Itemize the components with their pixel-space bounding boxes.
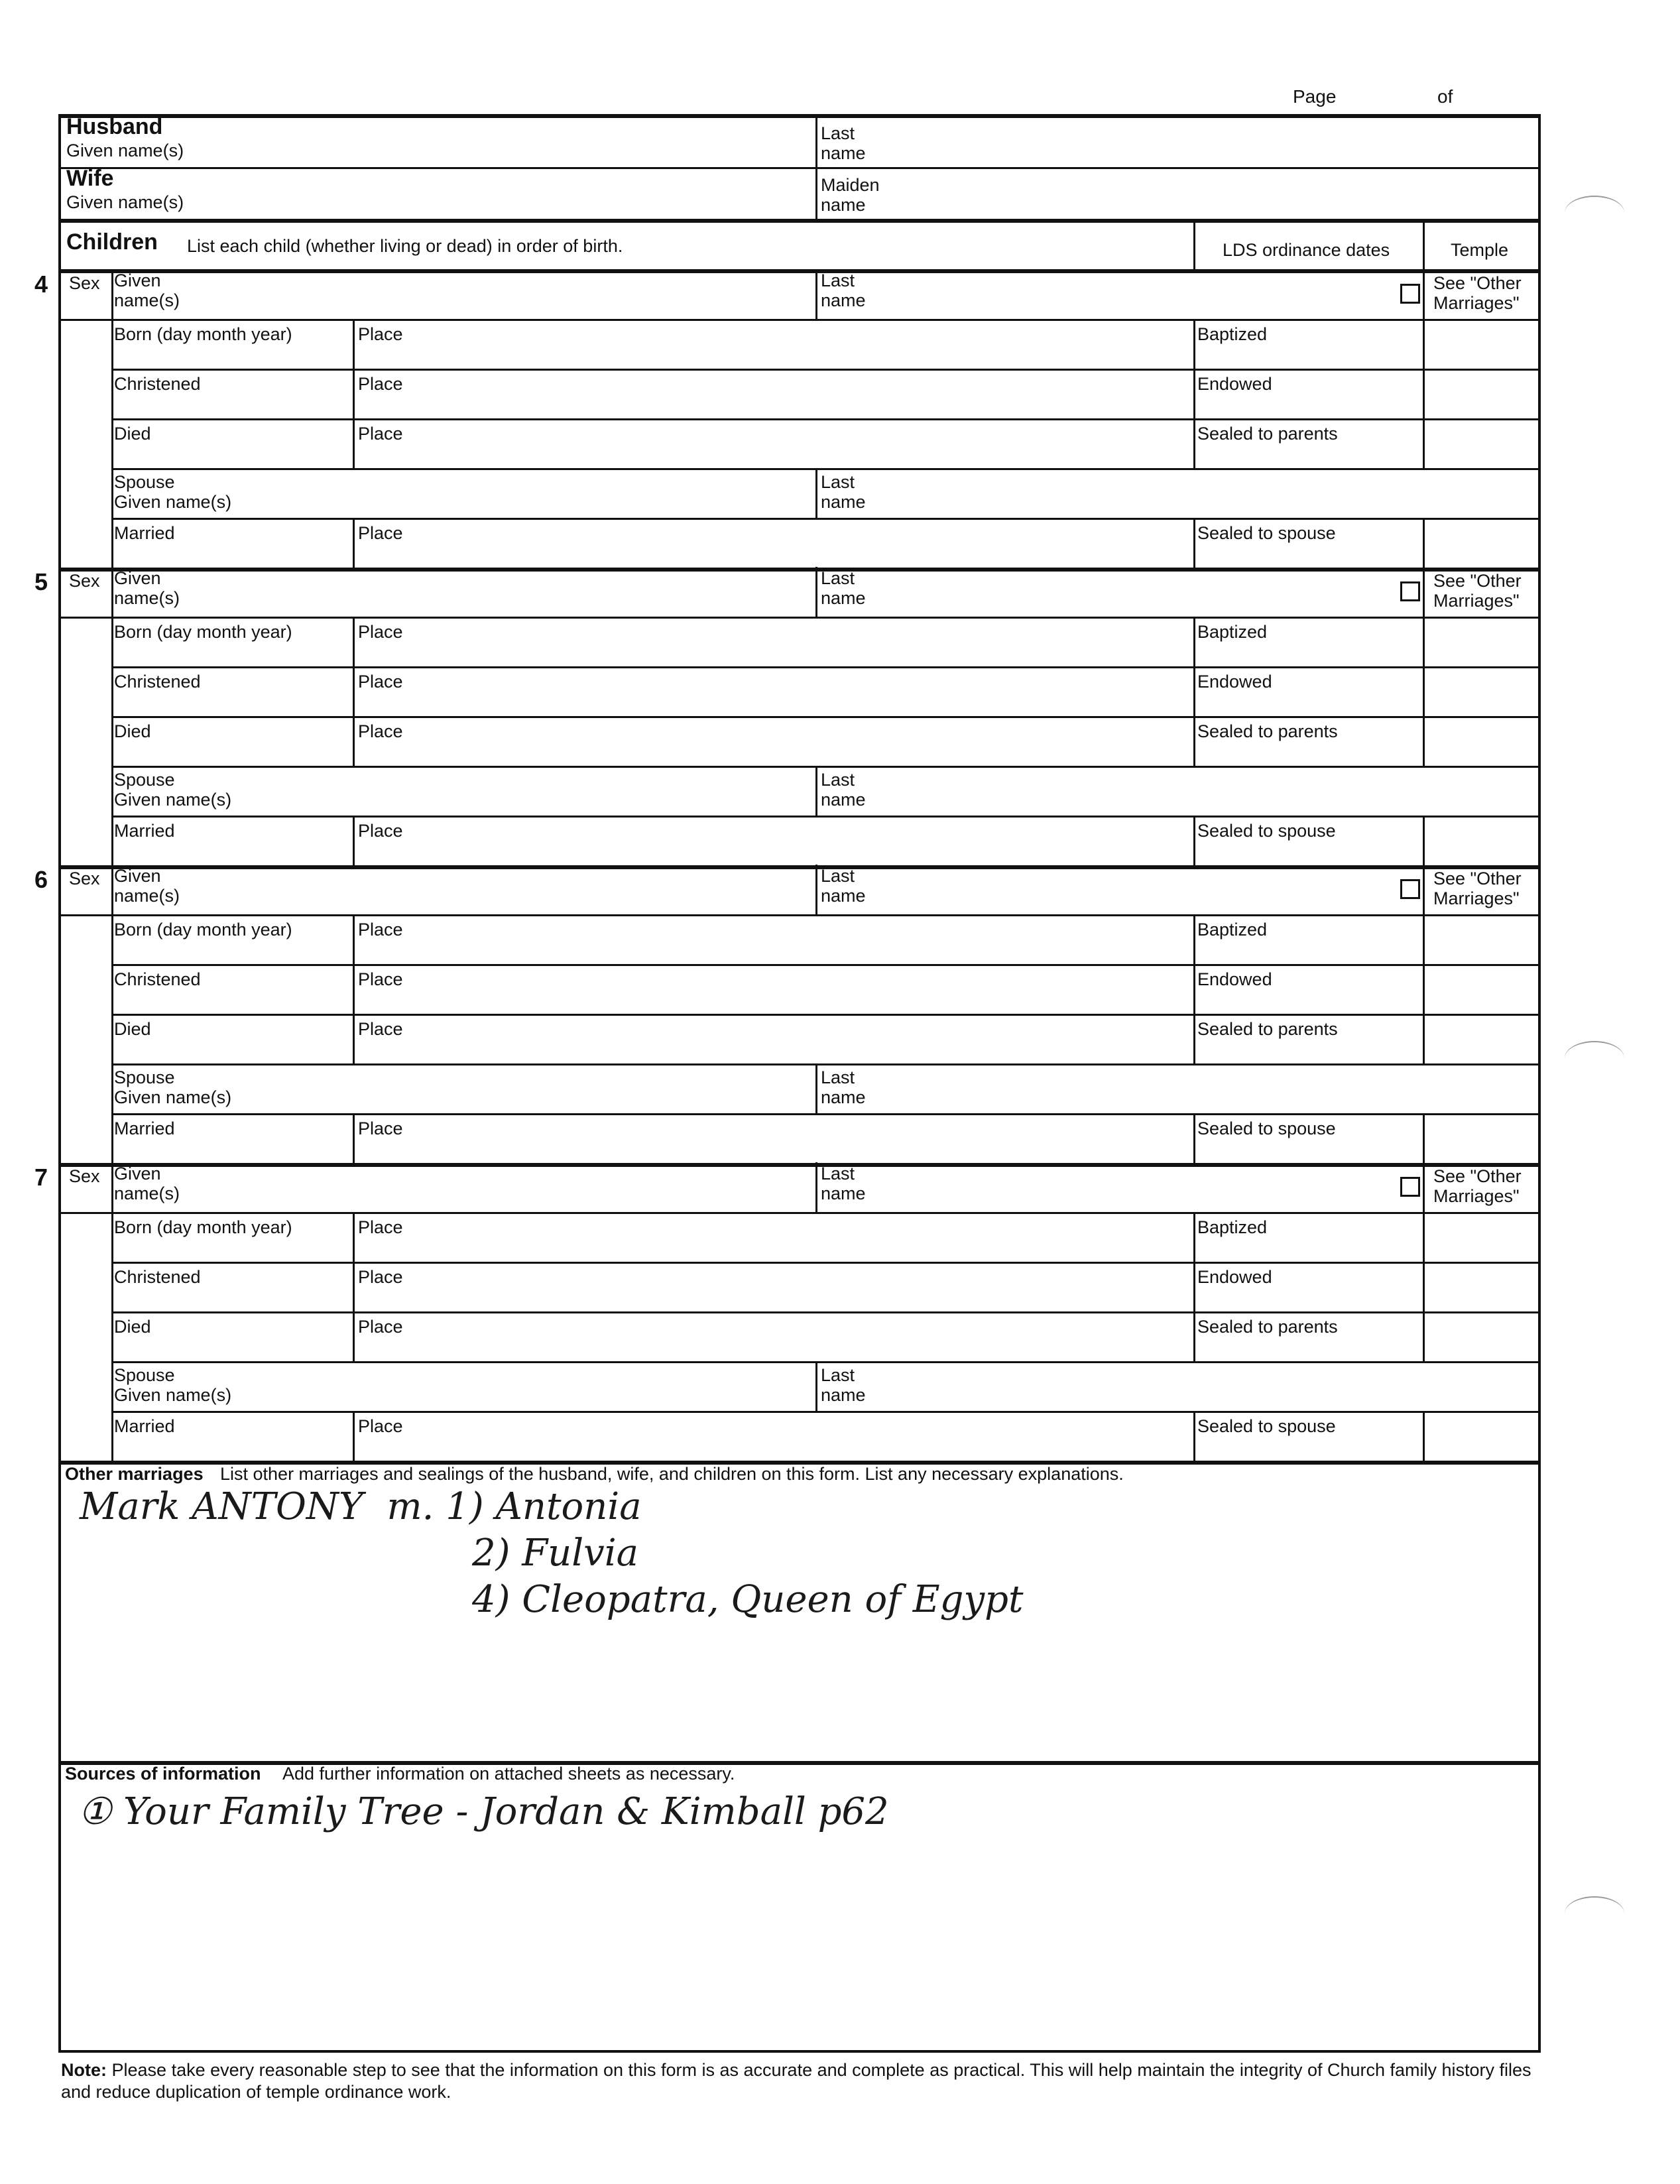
child-married-place-label[interactable]: Place [358, 1416, 403, 1436]
child-married-place-label[interactable]: Place [358, 523, 403, 543]
other-marriages-entry-2[interactable]: 2) Fulvia [472, 1532, 639, 1575]
of-label: of [1437, 86, 1453, 107]
child-sex-label[interactable]: Sex [69, 273, 100, 293]
other-marriages-heading: Other marriages [65, 1464, 204, 1484]
child-christened-label[interactable]: Christened [114, 672, 201, 692]
child-number: 7 [34, 1164, 48, 1191]
child-sex-label[interactable]: Sex [69, 869, 100, 888]
child-baptized-label[interactable]: Baptized [1197, 622, 1268, 642]
child-given-label[interactable]: Given name(s) [114, 1164, 180, 1203]
note-text [61, 2059, 1533, 2103]
see-other-marriages-label: See "Other Marriages" [1433, 273, 1522, 313]
child-born-label[interactable]: Born (day month year) [114, 920, 292, 940]
child-sealed-spouse-label[interactable]: Sealed to spouse [1197, 821, 1336, 841]
child-sealed-spouse-label[interactable]: Sealed to spouse [1197, 523, 1336, 543]
children-heading: Children [66, 229, 158, 255]
child-sealed-spouse-label[interactable]: Sealed to spouse [1197, 1416, 1336, 1436]
child-born-label[interactable]: Born (day month year) [114, 622, 292, 642]
other-marriages-instruction: List other marriages and sealings of the husband, wife, and children on this form. List any necessary explanations. [220, 1464, 1124, 1484]
see-other-marriages-label: See "Other Marriages" [1433, 869, 1522, 908]
binder-hole-mark-middle [1565, 1041, 1624, 1075]
child-spouse-last-label[interactable]: Last name [821, 770, 866, 810]
child-place-label[interactable]: Place [358, 324, 403, 344]
child-place-label[interactable]: Place [358, 1217, 403, 1237]
child-place-label[interactable]: Place [358, 672, 403, 692]
child-married-place-label[interactable]: Place [358, 1119, 403, 1138]
child-last-label[interactable]: Last name [821, 271, 866, 310]
wife-maiden-label[interactable]: Maiden name [821, 175, 880, 215]
see-other-marriages-checkbox[interactable] [1400, 284, 1420, 304]
child-spouse-last-label[interactable]: Last name [821, 1365, 866, 1405]
see-other-marriages-checkbox[interactable] [1400, 879, 1420, 899]
children-instruction: List each child (whether living or dead) in order of birth. [187, 236, 623, 256]
child-number: 5 [34, 568, 48, 595]
child-last-label[interactable]: Last name [821, 568, 866, 608]
child-baptized-label[interactable]: Baptized [1197, 920, 1268, 940]
child-endowed-label[interactable]: Endowed [1197, 969, 1272, 989]
child-died-label[interactable]: Died [114, 1317, 151, 1337]
husband-last-label[interactable]: Last name [821, 123, 866, 163]
child-last-label[interactable]: Last name [821, 1164, 866, 1203]
binder-hole-mark-top [1565, 196, 1624, 230]
sources-instruction: Add further information on attached sheets as necessary. [282, 1764, 735, 1784]
note-body: Please take every reasonable step to see that the information on this form is as accurate and complete as practical. This will help maintain the integrity of Church family history files and reduce duplication of temple ordinance work. [61, 2060, 1531, 2102]
other-marriages-entry-3[interactable]: 4) Cleopatra, Queen of Egypt [472, 1578, 1024, 1621]
see-other-marriages-checkbox[interactable] [1400, 1177, 1420, 1197]
child-endowed-label[interactable]: Endowed [1197, 374, 1272, 394]
child-spouse-last-label[interactable]: Last name [821, 472, 866, 512]
binder-hole-mark-bottom [1565, 1896, 1624, 1931]
child-baptized-label[interactable]: Baptized [1197, 324, 1268, 344]
child-sealed-parents-label[interactable]: Sealed to parents [1197, 721, 1338, 741]
wife-heading: Wife [66, 166, 114, 191]
child-number: 6 [34, 866, 48, 893]
see-other-marriages-checkbox[interactable] [1400, 581, 1420, 601]
child-spouse-label[interactable]: Spouse Given name(s) [114, 472, 232, 512]
child-died-label[interactable]: Died [114, 1019, 151, 1039]
page-label: Page [1293, 86, 1337, 107]
child-sealed-parents-label[interactable]: Sealed to parents [1197, 1019, 1338, 1039]
child-sex-label[interactable]: Sex [69, 1166, 100, 1186]
child-place-label[interactable]: Place [358, 969, 403, 989]
child-place-label[interactable]: Place [358, 424, 403, 444]
child-endowed-label[interactable]: Endowed [1197, 1267, 1272, 1287]
husband-given-label[interactable]: Given name(s) [66, 141, 184, 160]
child-place-label[interactable]: Place [358, 1267, 403, 1287]
sources-entry[interactable]: ① Your Family Tree - Jordan & Kimball p62 [78, 1790, 889, 1833]
child-spouse-label[interactable]: Spouse Given name(s) [114, 1067, 232, 1107]
see-other-marriages-label: See "Other Marriages" [1433, 1166, 1522, 1206]
child-christened-label[interactable]: Christened [114, 374, 201, 394]
see-other-marriages-label: See "Other Marriages" [1433, 571, 1522, 611]
child-number: 4 [34, 271, 48, 298]
child-place-label[interactable]: Place [358, 1317, 403, 1337]
child-endowed-label[interactable]: Endowed [1197, 672, 1272, 692]
child-spouse-last-label[interactable]: Last name [821, 1067, 866, 1107]
lds-ordinance-heading: LDS ordinance dates [1223, 240, 1390, 260]
child-given-label[interactable]: Given name(s) [114, 568, 180, 608]
child-christened-label[interactable]: Christened [114, 969, 201, 989]
child-place-label[interactable]: Place [358, 1019, 403, 1039]
child-place-label[interactable]: Place [358, 622, 403, 642]
husband-heading: Husband [66, 114, 163, 139]
wife-given-label[interactable]: Given name(s) [66, 192, 184, 212]
child-married-place-label[interactable]: Place [358, 821, 403, 841]
child-place-label[interactable]: Place [358, 374, 403, 394]
child-baptized-label[interactable]: Baptized [1197, 1217, 1268, 1237]
child-spouse-label[interactable]: Spouse Given name(s) [114, 1365, 232, 1405]
child-sealed-spouse-label[interactable]: Sealed to spouse [1197, 1119, 1336, 1138]
child-last-label[interactable]: Last name [821, 866, 866, 906]
child-married-label[interactable]: Married [114, 1119, 175, 1138]
child-given-label[interactable]: Given name(s) [114, 271, 180, 310]
child-spouse-label[interactable]: Spouse Given name(s) [114, 770, 232, 810]
child-given-label[interactable]: Given name(s) [114, 866, 180, 906]
child-christened-label[interactable]: Christened [114, 1267, 201, 1287]
child-sealed-parents-label[interactable]: Sealed to parents [1197, 1317, 1338, 1337]
child-died-label[interactable]: Died [114, 424, 151, 444]
sources-heading: Sources of information [65, 1764, 261, 1784]
child-died-label[interactable]: Died [114, 721, 151, 741]
child-married-label[interactable]: Married [114, 523, 175, 543]
note-heading: Note: [61, 2060, 107, 2080]
child-place-label[interactable]: Place [358, 920, 403, 940]
child-married-label[interactable]: Married [114, 1416, 175, 1436]
temple-heading: Temple [1451, 240, 1509, 260]
child-born-label[interactable]: Born (day month year) [114, 324, 292, 344]
child-sealed-parents-label[interactable]: Sealed to parents [1197, 424, 1338, 444]
other-marriages-entry-1[interactable]: Mark ANTONY m. 1) Antonia [80, 1485, 642, 1528]
child-place-label[interactable]: Place [358, 721, 403, 741]
child-married-label[interactable]: Married [114, 821, 175, 841]
child-born-label[interactable]: Born (day month year) [114, 1217, 292, 1237]
child-sex-label[interactable]: Sex [69, 571, 100, 591]
